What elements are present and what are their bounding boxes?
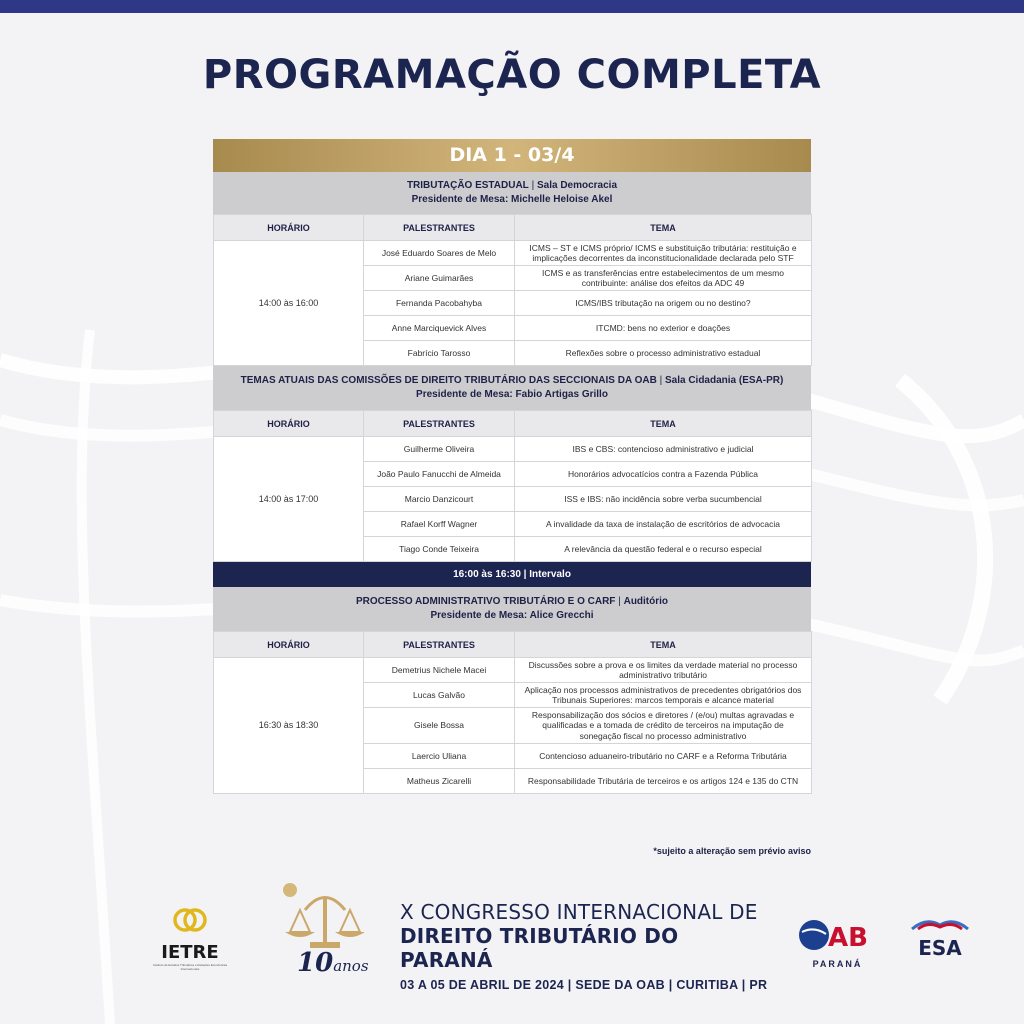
header-tema: TEMA [515, 632, 812, 658]
esa-name: ESA [918, 936, 962, 960]
anniversary-number: 10 [297, 948, 334, 978]
book-icon [910, 915, 970, 931]
page-title: PROGRAMAÇÃO COMPLETA [202, 52, 822, 98]
session-president: Presidente de Mesa: Fabio Artigas Grillo [416, 389, 608, 400]
topic: Responsabilização dos sócios e diretores / (e/ou) multas agravadas e qualificadas e a tomada de crédito de terceiros na imputação de sonegação fiscal no processo administrativo [515, 708, 812, 744]
header-palestrantes: PALESTRANTES [364, 411, 515, 437]
session-header [213, 587, 811, 631]
topic: ICMS/IBS tributação na origem ou no destino? [515, 291, 812, 316]
topic: Aplicação nos processos administrativos de precedentes obrigatórios dos Tribunais Superiores: marcos temporais e alcance material [515, 683, 812, 708]
session-table [213, 214, 812, 366]
header-tema: TEMA [515, 411, 812, 437]
session-title: PROCESSO ADMINISTRATIVO TRIBUTÁRIO E O CARF [355, 596, 616, 607]
session-table [213, 631, 812, 794]
speaker: Guilherme Oliveira [364, 437, 515, 462]
speaker: Rafael Korff Wagner [364, 512, 515, 537]
session-header [213, 366, 811, 410]
interval-bar: 16:00 às 16:30 | Intervalo [213, 562, 811, 587]
session-time: 14:00 às 16:00 [214, 241, 364, 366]
session-president: Presidente de Mesa: Michelle Heloise Akel [411, 194, 613, 205]
topic: ISS e IBS: não incidência sobre verba sucumbencial [515, 487, 812, 512]
separator: | [531, 180, 535, 191]
ietre-name: IETRE [161, 942, 219, 963]
speaker: Ariane Guimarães [364, 266, 515, 291]
topic: IBS e CBS: contencioso administrativo e judicial [515, 437, 812, 462]
schedule-table [213, 139, 811, 794]
congress-line-2: DIREITO TRIBUTÁRIO DO PARANÁ [400, 924, 679, 972]
separator: | [618, 596, 621, 607]
ietre-logo [150, 905, 230, 971]
topic: Honorários advocatícios contra a Fazenda Pública [515, 462, 812, 487]
session-header [213, 172, 811, 214]
svg-text:AB: AB [827, 923, 868, 952]
speaker: Marcio Danzicourt [364, 487, 515, 512]
topic: Responsabilidade Tributária de terceiros e os artigos 124 e 135 do CTN [515, 769, 812, 794]
ietre-subtitle: Instituto de Estudos Tributários e Relações Econômicas Internacionais [152, 963, 228, 971]
session-title-line [213, 374, 811, 388]
topic: ITCMD: bens no exterior e doações [515, 316, 812, 341]
oab-subtitle: PARANÁ [812, 959, 863, 969]
session-president: Presidente de Mesa: Alice Grecchi [430, 610, 594, 621]
table-row [214, 658, 812, 683]
session-time: 14:00 às 17:00 [214, 437, 364, 562]
day-header: DIA 1 - 03/4 [213, 139, 811, 172]
topic: A relevância da questão federal e o recurso especial [515, 537, 812, 562]
session-time: 16:30 às 18:30 [214, 658, 364, 794]
table-row [214, 241, 812, 266]
header-palestrantes: PALESTRANTES [364, 215, 515, 241]
header-horario: HORÁRIO [214, 632, 364, 658]
congress-title-block [400, 900, 770, 992]
congress-line-3: 03 A 05 DE ABRIL DE 2024 | SEDE DA OAB | CURITIBA | PR [400, 978, 768, 992]
header-palestrantes: PALESTRANTES [364, 632, 515, 658]
speaker: Laercio Uliana [364, 744, 515, 769]
session-room: Sala Democracia [536, 180, 618, 191]
speaker: Tiago Conde Teixeira [364, 537, 515, 562]
session-title: TEMAS ATUAIS DAS COMISSÕES DE DIREITO TRIBUTÁRIO DAS SECCIONAIS DA OAB [240, 375, 657, 386]
oab-logo-icon [798, 918, 878, 952]
table-row [214, 437, 812, 462]
separator: | [659, 375, 663, 386]
anniversary-word: anos [333, 957, 369, 975]
session-room: Auditório [623, 596, 669, 607]
footer-logos [0, 870, 1024, 1000]
header-horario: HORÁRIO [214, 215, 364, 241]
topic: Reflexões sobre o processo administrativo estadual [515, 341, 812, 366]
speaker: Anne Marciquevick Alves [364, 316, 515, 341]
session-room: Sala Cidadania (ESA-PR) [664, 375, 784, 386]
topic: ICMS – ST e ICMS próprio/ ICMS e substituição tributária: restituição e implicações decorrentes da inconstitucionalidade declarada pelo STF [515, 241, 812, 266]
speaker: João Paulo Fanucchi de Almeida [364, 462, 515, 487]
disclaimer-note: *sujeito a alteração sem prévio aviso [653, 846, 811, 856]
congress-line-1: X CONGRESSO INTERNACIONAL DE [400, 900, 758, 924]
speaker: José Eduardo Soares de Melo [364, 241, 515, 266]
session-title: TRIBUTAÇÃO ESTADUAL [406, 180, 529, 191]
session-title-line [213, 595, 811, 609]
topic: Contencioso aduaneiro-tributário no CARF e a Reforma Tributária [515, 744, 812, 769]
oab-parana-logo [795, 918, 880, 969]
header-horario: HORÁRIO [214, 411, 364, 437]
speaker: Fabrício Tarosso [364, 341, 515, 366]
topic: Discussões sobre a prova e os limites da verdade material no processo administrativo tributário [515, 658, 812, 683]
speaker: Gisele Bossa [364, 708, 515, 744]
topic: A invalidade da taxa de instalação de escritórios de advocacia [515, 512, 812, 537]
topic: ICMS e as transferências entre estabelecimentos de um mesmo contribuinte: análise dos efeitos da ADC 49 [515, 266, 812, 291]
session-table [213, 410, 812, 562]
anniversary-text [297, 948, 369, 978]
speaker: Lucas Galvão [364, 683, 515, 708]
session-title-line [213, 179, 811, 193]
anniversary-logo [265, 880, 385, 990]
speaker: Demetrius Nichele Macei [364, 658, 515, 683]
ietre-rings-icon [170, 905, 210, 935]
speaker: Matheus Zicarelli [364, 769, 515, 794]
esa-logo [905, 915, 975, 960]
speaker: Fernanda Pacobahyba [364, 291, 515, 316]
header-tema: TEMA [515, 215, 812, 241]
